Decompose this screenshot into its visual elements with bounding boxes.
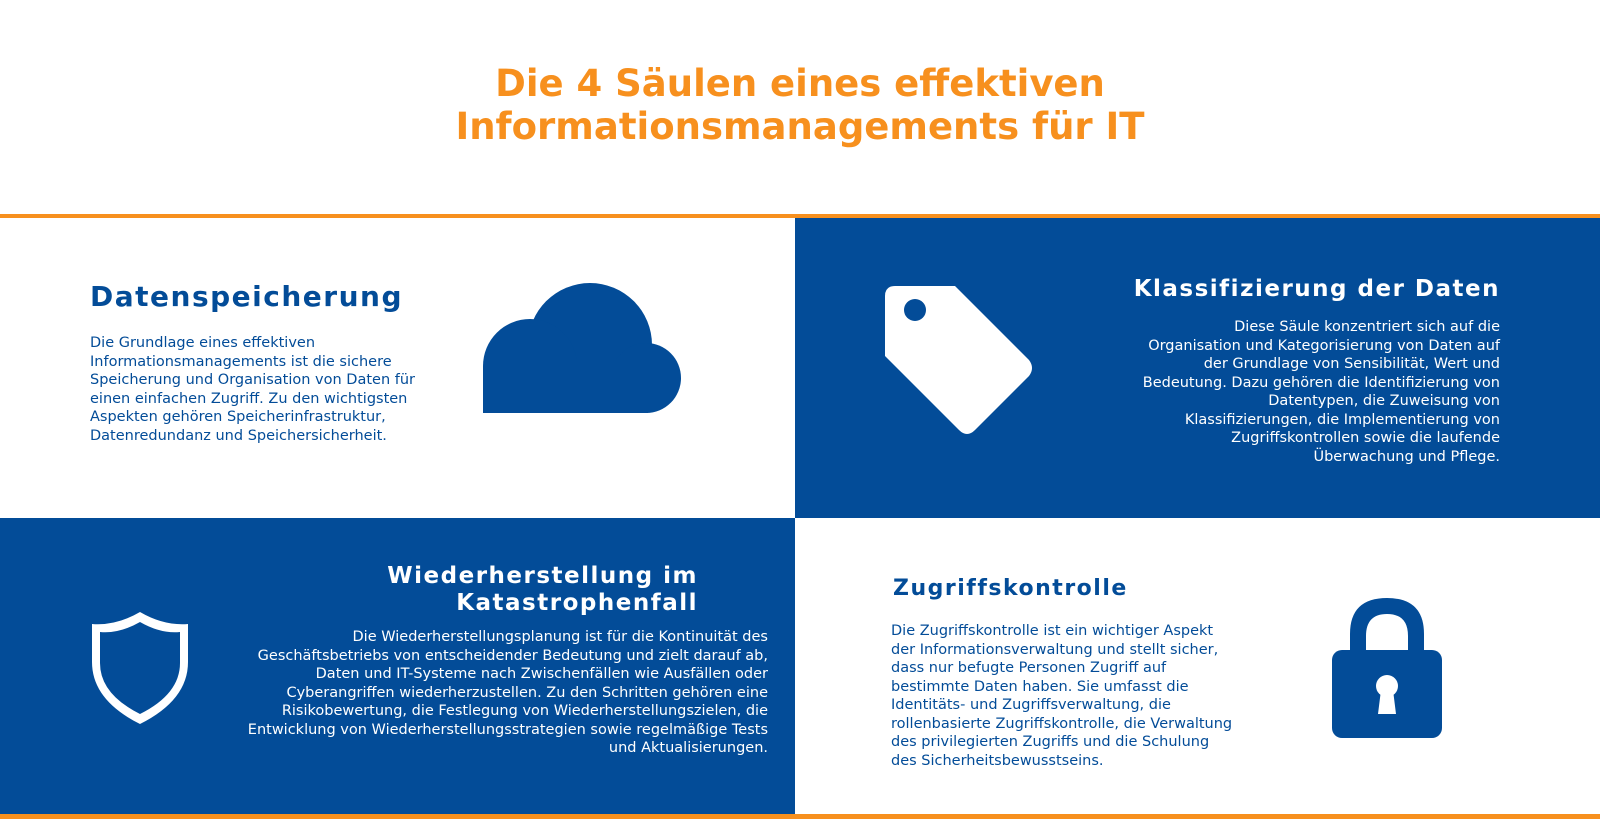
pillar-description: Die Wiederherstellungsplanung ist für die Kontinuität des Geschäftsbetriebs von entscheidender Bedeutung und zielt darauf ab, Daten und IT-Systeme nach Zwischenfällen wie Ausfällen oder Cyberangriffen wiederherzustellen. Zu den Schritten gehören eine Risikobewertung, die Festlegung von Wiederherstellungszielen, die Entwicklung von Wiederherstellungsstrategien sowie regelmäßige Tests und Aktualisierungen. [247,629,768,756]
pillar-description: Die Zugriffskontrolle ist ein wichtiger Aspekt der Informationsverwaltung und stellt sicher, dass nur befugte Personen Zugriff auf bestimmte Daten haben. Sie umfasst die Identitäts- und Zugriffsverwaltung, die rollenbasierte Zugriffskontrolle, die Verwaltung des privilegierten Zugriffs und die Schulung des Sicherheitsbewusstseins. [891,623,1233,769]
pillar-description: Diese Säule konzentriert sich auf die Organisation und Kategorisierung von Daten auf der Grundlage von Sensibilität, Wert und Bedeutung. Dazu gehören die Identifizierung von Datentypen, die Zuweisung von Klassifizierungen, die Implementierung von Zugriffskontrollen sowie die laufende Überwachung und Pflege. [1142,319,1500,465]
pillar-heading: Datenspeicherung [90,280,403,313]
pillar-heading: Zugriffskontrolle [893,576,1128,601]
pillar-heading-line-2: Katastrophenfall [456,590,698,616]
shield-icon [88,608,192,728]
lock-icon [1330,594,1444,742]
pillar-heading-line-1: Wiederherstellung im [387,563,698,589]
bottom-divider [0,814,1600,819]
pillar-data-classification [795,218,1600,518]
tag-icon [883,278,1043,443]
pillar-access-control [795,518,1600,814]
pillar-description: Die Grundlage eines effektiven Informationsmanagements ist die sichere Speicherung und Organisation von Daten für einen einfachen Zugriff. Zu den wichtigsten Aspekten gehören Speicherinfrastruktur, Datenredundanz und Speichersicherheit. [90,335,416,444]
pillar-heading [298,563,698,617]
page-title-line-1: Die 4 Säulen eines effektiven [495,62,1105,105]
cloud-icon [478,283,683,413]
pillar-data-storage [0,218,795,518]
page-title [0,62,1600,148]
page-title-line-2: Informationsmanagements für IT [455,105,1145,148]
pillar-heading: Klassifizierung der Daten [1133,276,1500,302]
pillar-disaster-recovery [0,518,795,814]
